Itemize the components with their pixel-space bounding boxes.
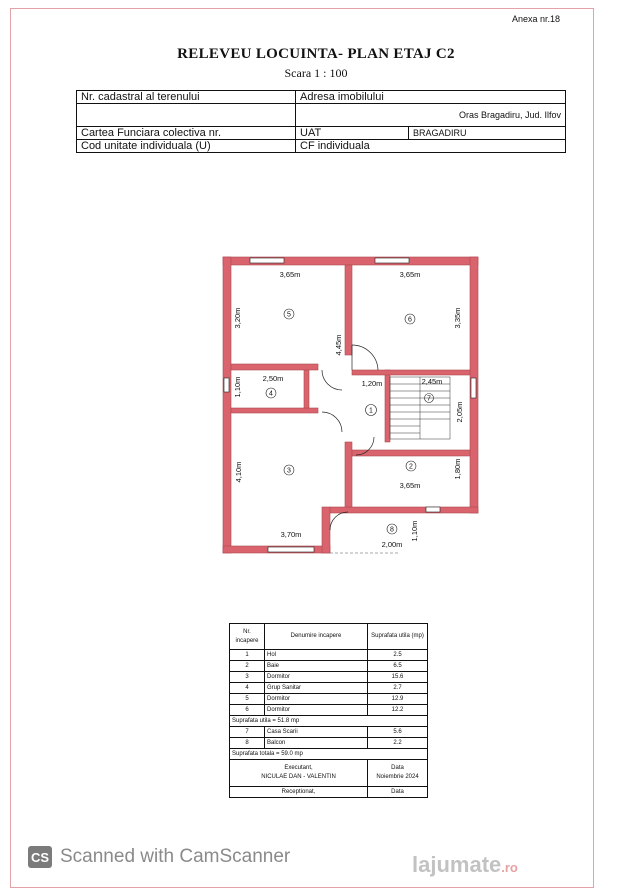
executor-label: Executant, — [284, 765, 313, 771]
cell-area: 6.5 — [368, 661, 428, 672]
cell-name: Balcon — [265, 738, 368, 749]
dim-hall-height: 4,45m — [334, 334, 343, 356]
cell-area: 5.6 — [368, 727, 428, 738]
cell-nr: 2 — [230, 661, 265, 672]
cell-nr: 5 — [230, 694, 265, 705]
cadastral-label: Nr. cadastral al terenului — [77, 91, 296, 104]
rooms-table — [229, 623, 428, 798]
header-room-nr: Nr. incapere — [230, 624, 265, 650]
camscanner-logo: CS — [28, 846, 52, 868]
uat-value: BRAGADIRU — [409, 127, 566, 140]
dim-room2-height: 1,80m — [453, 458, 462, 480]
watermark-text: lajumate — [412, 852, 502, 877]
dim-room5-width: 3,65m — [279, 270, 301, 279]
address-value: Oras Bragadiru, Jud. Ilfov — [296, 104, 566, 127]
cell-name: Dormitor — [265, 694, 368, 705]
table-row — [230, 661, 428, 672]
dim-room5-height: 3,20m — [233, 307, 242, 329]
cell-name: Baie — [265, 661, 368, 672]
header-room-area: Suprafata utila (mp) — [368, 624, 428, 650]
page-title: RELEVEU LOCUINTA- PLAN ETAJ C2 — [177, 46, 455, 62]
cell-nr: 8 — [230, 738, 265, 749]
camscanner-text: Scanned with CamScanner — [60, 846, 291, 867]
dim-balcony-depth: 1,10m — [410, 520, 419, 542]
cell-nr: 1 — [230, 650, 265, 661]
cell-name: Hol — [265, 650, 368, 661]
room-number-5: 5 — [287, 311, 291, 319]
dim-room6-height: 3,35m — [453, 307, 462, 329]
date-value: Noiembrie 2024 — [376, 774, 419, 780]
cell-area: 2.7 — [368, 683, 428, 694]
cell-nr: 3 — [230, 672, 265, 683]
executor-name: NICULAE DAN - VALENTIN — [261, 774, 336, 780]
cell-area: 2.5 — [368, 650, 428, 661]
date-label: Data — [391, 765, 404, 771]
useful-area-total: Suprafata utila = 51.8 mp — [230, 716, 428, 727]
cell-name: Dormitor — [265, 672, 368, 683]
cell-area: 12.2 — [368, 705, 428, 716]
dim-bath4-height: 1,10m — [233, 376, 242, 398]
unit-code-label: Cod unitate individuala (U) — [77, 140, 296, 153]
cf-label: Cartea Funciara colectiva nr. — [77, 127, 296, 140]
room-number-1: 1 — [369, 407, 373, 415]
cell-area: 12.9 — [368, 694, 428, 705]
cell-name: Dormitor — [265, 705, 368, 716]
room-number-2: 2 — [409, 463, 413, 471]
room-number-8: 8 — [390, 526, 394, 534]
table-row — [230, 683, 428, 694]
cf-individual-label: CF individuala — [296, 140, 566, 153]
header-room-name: Denumire incapere — [265, 624, 368, 650]
lajumate-watermark — [412, 852, 518, 878]
dim-hall-width: 1,20m — [361, 379, 383, 388]
table-row — [230, 705, 428, 716]
cell-area: 15.6 — [368, 672, 428, 683]
room-number-3: 3 — [287, 467, 291, 475]
scale-label: Scara 1 : 100 — [284, 66, 348, 80]
room-number-7: 7 — [427, 395, 431, 403]
cell-nr: 4 — [230, 683, 265, 694]
dim-stairs-width: 2,45m — [421, 377, 443, 386]
dim-stairs-height: 2,05m — [455, 401, 464, 423]
dim-balcony-width: 2,00m — [381, 540, 403, 549]
table-row — [230, 672, 428, 683]
table-row — [230, 727, 428, 738]
dim-room6-width: 3,65m — [399, 270, 421, 279]
table-row — [230, 738, 428, 749]
cell-nr: 7 — [230, 727, 265, 738]
table-row — [230, 694, 428, 705]
cell-name: Grup Sanitar — [265, 683, 368, 694]
watermark-tld: .ro — [501, 860, 518, 875]
date-label-2: Data — [368, 787, 428, 798]
cell-name: Casa Scarii — [265, 727, 368, 738]
room-number-4: 4 — [269, 390, 273, 398]
dim-room2-width: 3,65m — [399, 481, 421, 490]
cell-nr: 6 — [230, 705, 265, 716]
plan-stairs — [390, 377, 450, 439]
dim-room3-width: 3,70m — [280, 530, 302, 539]
camscanner-footer — [28, 846, 290, 868]
dim-room3-height: 4,10m — [234, 461, 243, 483]
table-row — [230, 650, 428, 661]
room-number-6: 6 — [408, 316, 412, 324]
annex-label: Anexa nr.18 — [512, 14, 561, 24]
uat-label: UAT — [296, 127, 409, 140]
cell-area: 2.2 — [368, 738, 428, 749]
dim-bath4-width: 2,50m — [262, 374, 284, 383]
built-area-total: Suprafata totala = 59.0 mp — [230, 749, 428, 760]
address-label: Adresa imobilului — [296, 91, 566, 104]
receptionat-label: Receptionat, — [230, 787, 368, 798]
